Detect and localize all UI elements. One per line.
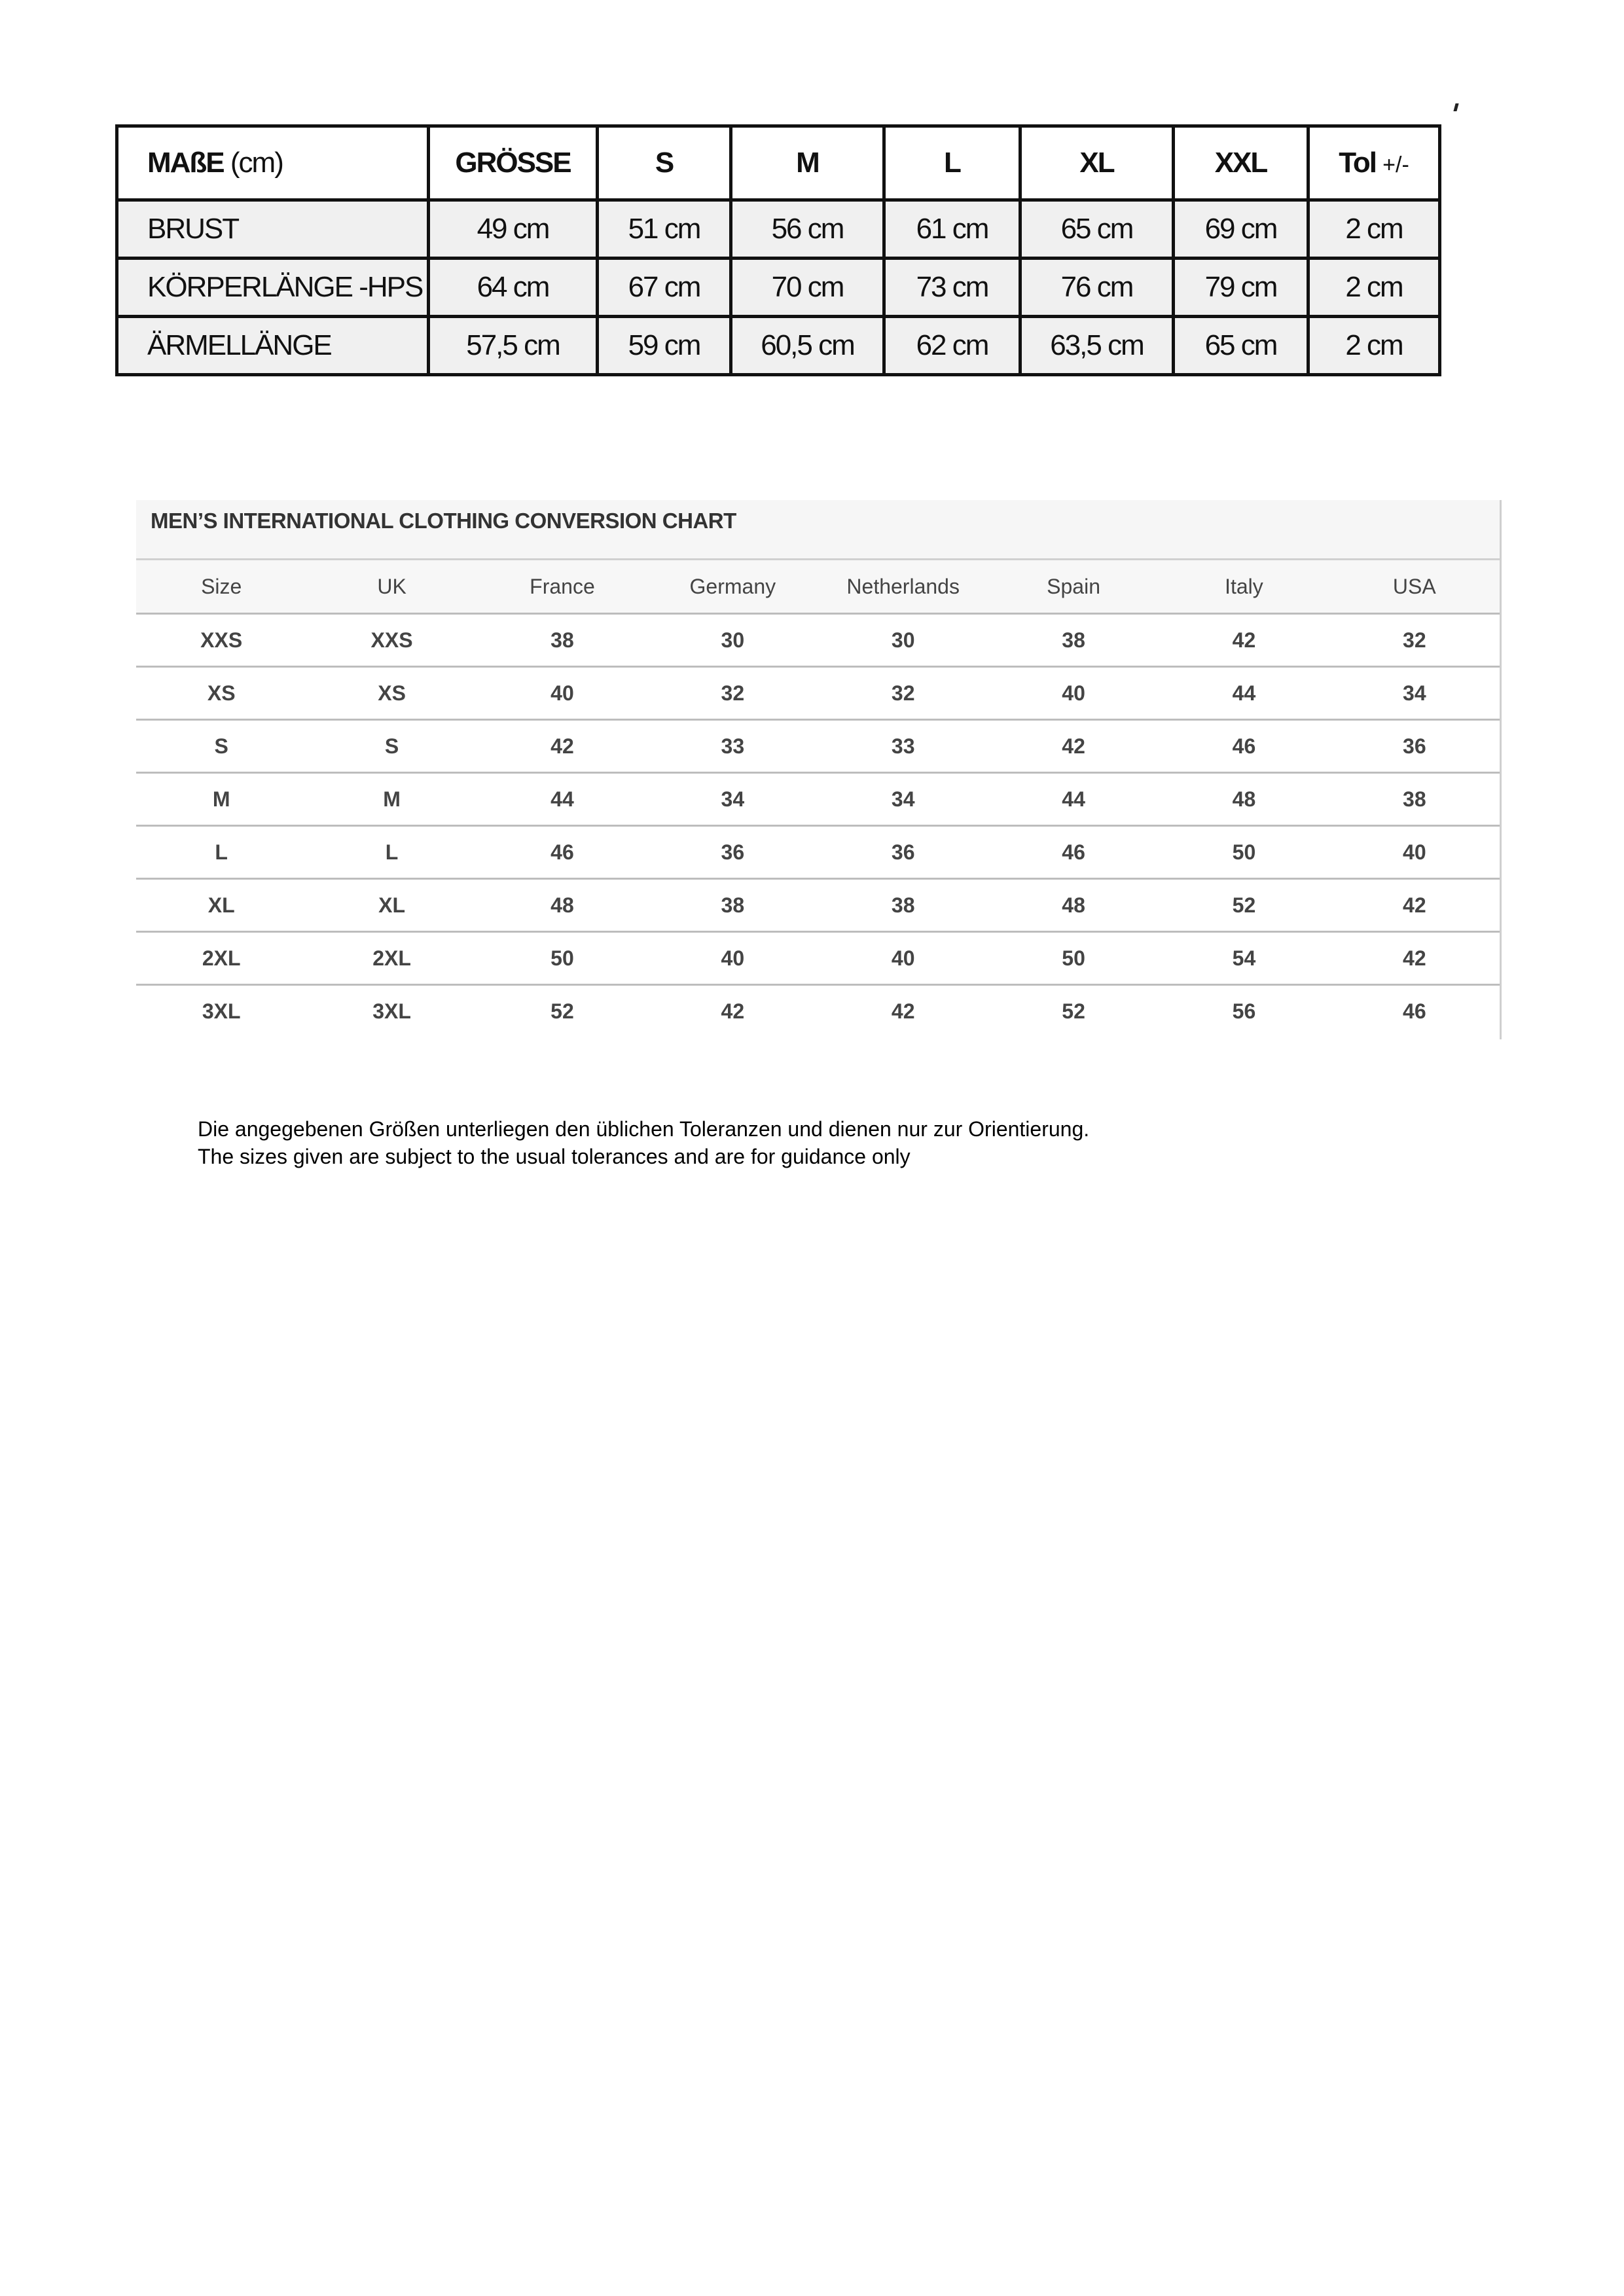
conversion-row [136, 773, 1500, 826]
conversion-cell: 36 [647, 826, 818, 879]
corner-mark [1453, 103, 1458, 111]
conversion-column-header: UK [306, 560, 477, 614]
measurement-value: 63,5 cm [1020, 317, 1174, 375]
measurement-value: 65 cm [1020, 200, 1174, 259]
measurement-label: KÖRPERLÄNGE -HPS [117, 259, 429, 317]
conversion-cell: 46 [1403, 999, 1426, 1023]
size-header-m: M [731, 126, 884, 200]
conversion-column-header: Spain [988, 560, 1159, 614]
measurement-row [117, 317, 1440, 375]
measurement-label: BRUST [117, 200, 429, 259]
conversion-cell: 2XL [306, 932, 477, 985]
note-english: The sizes given are subject to the usual tolerances and are for guidance only [198, 1145, 911, 1168]
conversion-cell: 46 [988, 826, 1159, 879]
conversion-cell: L [136, 826, 306, 879]
measurement-row [117, 259, 1440, 317]
conversion-cell: XS [136, 667, 306, 720]
conversion-cell: 30 [647, 614, 818, 667]
conversion-cell: 48 [477, 879, 647, 932]
conversion-cell: 50 [477, 932, 647, 985]
measurement-value: 59 cm [598, 317, 731, 375]
conversion-cell: 38 [647, 879, 818, 932]
conversion-cell: XS [306, 667, 477, 720]
conversion-row [136, 826, 1500, 879]
conversion-cell: M [306, 773, 477, 826]
conversion-cell: 46 [477, 826, 647, 879]
conversion-column-header: Italy [1159, 560, 1329, 614]
conversion-cell: 3XL [372, 999, 411, 1023]
measurement-row [117, 200, 1440, 259]
conversion-row [136, 667, 1500, 720]
measurement-value: 60,5 cm [731, 317, 884, 375]
conversion-column-header: USA [1329, 560, 1500, 614]
conversion-cell: 50 [1159, 826, 1329, 879]
conversion-cell: 52 [1062, 999, 1085, 1023]
conversion-cell: 42 [891, 999, 915, 1023]
conversion-cell: 42 [988, 720, 1159, 773]
conversion-cell: 40 [988, 667, 1159, 720]
conversion-cell: XL [306, 879, 477, 932]
conversion-column-header: Size [136, 560, 306, 614]
size-header-l: L [884, 126, 1020, 200]
conversion-cell: 34 [818, 773, 988, 826]
conversion-column-header: France [477, 560, 647, 614]
size-header-xl: XL [1020, 126, 1174, 200]
measurement-value: 56 cm [731, 200, 884, 259]
measurement-value: 62 cm [884, 317, 1020, 375]
conversion-cell: 32 [1329, 614, 1500, 667]
note-german: Die angegebenen Größen unterliegen den üblichen Toleranzen und dienen nur zur Orientierung. [198, 1117, 1090, 1141]
measurement-value: 49 cm [429, 200, 598, 259]
conversion-cell: M [136, 773, 306, 826]
tolerance-header: Tol +/- [1308, 126, 1440, 200]
conversion-cell: 44 [988, 773, 1159, 826]
measurement-label: ÄRMELLÄNGE [117, 317, 429, 375]
measurement-value: 2 cm [1308, 317, 1440, 375]
conversion-cell: 46 [1159, 720, 1329, 773]
conversion-cell: 42 [1329, 879, 1500, 932]
measurement-value: 64 cm [429, 259, 598, 317]
conversion-row [136, 720, 1500, 773]
conversion-table [136, 560, 1500, 1037]
conversion-header-row [136, 560, 1500, 614]
conversion-cell: 40 [818, 932, 988, 985]
measurement-value: 61 cm [884, 200, 1020, 259]
conversion-cell: 52 [550, 999, 574, 1023]
measurement-value: 70 cm [731, 259, 884, 317]
conversion-cell: 40 [647, 932, 818, 985]
conversion-cell: XXS [136, 614, 306, 667]
measurements-header-row [117, 126, 1440, 200]
measurement-value: 65 cm [1174, 317, 1308, 375]
conversion-cell: 44 [477, 773, 647, 826]
conversion-cell: 36 [1329, 720, 1500, 773]
conversion-cell: 56 [1232, 999, 1256, 1023]
conversion-cell: 30 [818, 614, 988, 667]
measurement-value: 79 cm [1174, 259, 1308, 317]
conversion-cell: 32 [818, 667, 988, 720]
size-header-xxl: XXL [1174, 126, 1308, 200]
conversion-column-header: Netherlands [818, 560, 988, 614]
size-header-s: S [598, 126, 731, 200]
measurement-value: 67 cm [598, 259, 731, 317]
conversion-cell: 38 [818, 879, 988, 932]
conversion-cell: 52 [1159, 879, 1329, 932]
conversion-cell: 32 [647, 667, 818, 720]
conversion-cell: 38 [988, 614, 1159, 667]
conversion-row [136, 932, 1500, 985]
conversion-chart [136, 500, 1502, 1039]
conversion-cell: S [136, 720, 306, 773]
measurement-value: 76 cm [1020, 259, 1174, 317]
conversion-cell: 48 [988, 879, 1159, 932]
tolerance-notes [198, 1115, 1089, 1170]
conversion-cell: L [306, 826, 477, 879]
conversion-cell: 38 [477, 614, 647, 667]
conversion-cell: 36 [818, 826, 988, 879]
measurement-value: 2 cm [1308, 259, 1440, 317]
groesse-header: GRÖSSE [429, 126, 598, 200]
conversion-cell: 42 [1329, 932, 1500, 985]
measurement-value: 69 cm [1174, 200, 1308, 259]
conversion-cell: XL [136, 879, 306, 932]
conversion-cell: 3XL [202, 999, 241, 1023]
measurements-label-header: MAßE (cm) [117, 126, 429, 200]
conversion-cell: 34 [1329, 667, 1500, 720]
conversion-cell: 42 [477, 720, 647, 773]
conversion-cell: 44 [1159, 667, 1329, 720]
conversion-cell: 48 [1159, 773, 1329, 826]
conversion-row [136, 985, 1500, 1037]
conversion-cell: 38 [1329, 773, 1500, 826]
measurement-value: 51 cm [598, 200, 731, 259]
conversion-cell: 50 [988, 932, 1159, 985]
conversion-cell: 54 [1159, 932, 1329, 985]
conversion-row [136, 879, 1500, 932]
conversion-cell: S [306, 720, 477, 773]
conversion-cell: 33 [647, 720, 818, 773]
measurement-value: 57,5 cm [429, 317, 598, 375]
conversion-cell: 2XL [136, 932, 306, 985]
conversion-cell: 33 [818, 720, 988, 773]
conversion-chart-title: MEN’S INTERNATIONAL CLOTHING CONVERSION CHART [136, 500, 1502, 560]
conversion-cell: 40 [477, 667, 647, 720]
measurement-value: 2 cm [1308, 200, 1440, 259]
conversion-column-header: Germany [647, 560, 818, 614]
chart-right-border [1500, 500, 1502, 1039]
conversion-cell: 42 [721, 999, 745, 1023]
conversion-cell: 42 [1159, 614, 1329, 667]
conversion-row [136, 614, 1500, 667]
conversion-cell: 40 [1329, 826, 1500, 879]
measurements-table [115, 124, 1441, 376]
conversion-cell: XXS [306, 614, 477, 667]
conversion-cell: 34 [647, 773, 818, 826]
measurement-value: 73 cm [884, 259, 1020, 317]
